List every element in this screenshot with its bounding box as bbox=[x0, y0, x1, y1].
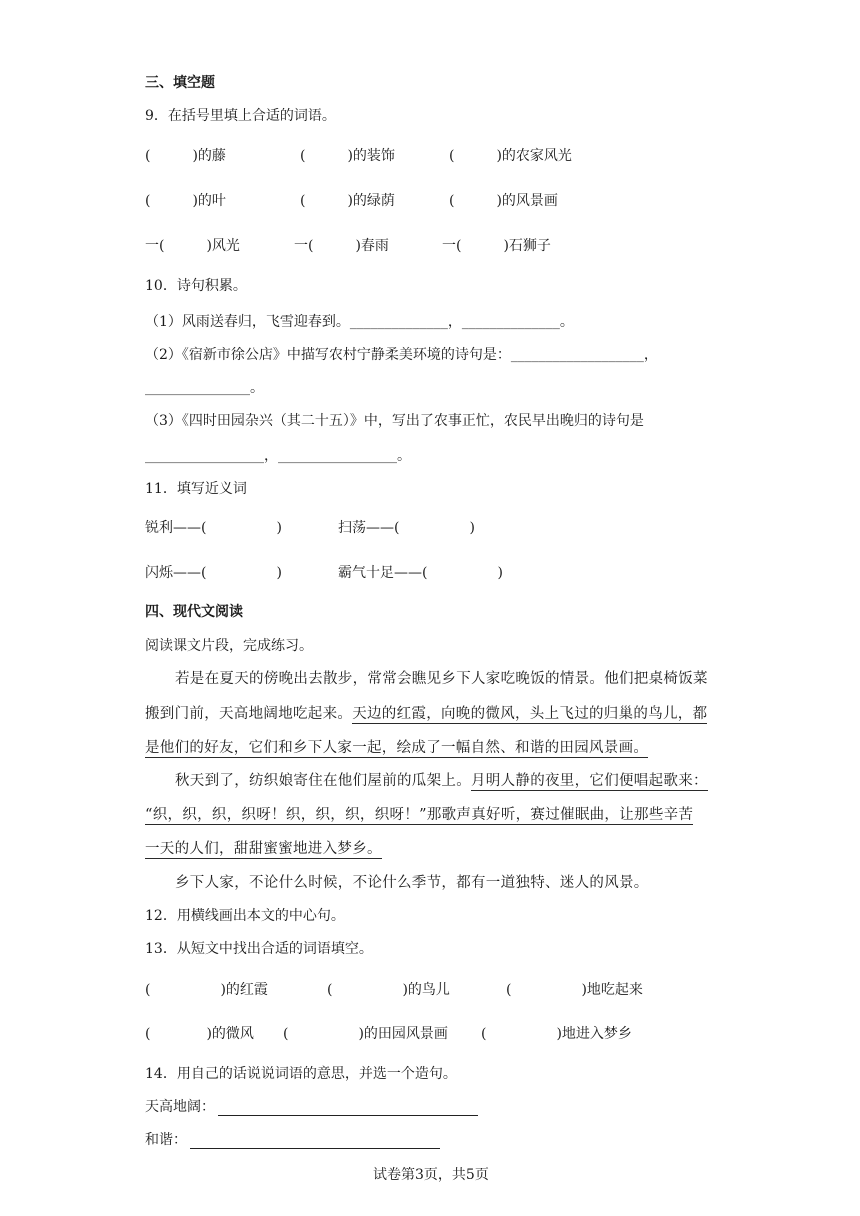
q14-item-label: 和谐： bbox=[145, 1132, 187, 1148]
q9-item: ( )的风景画 bbox=[449, 193, 558, 209]
q13-item: ( )地吃起来 bbox=[506, 982, 643, 998]
q13-item: ( )的红霞 bbox=[145, 982, 268, 998]
q11-prompt: 11．填写近义词 bbox=[145, 481, 247, 497]
passage-line bbox=[175, 771, 708, 791]
passage-line bbox=[145, 738, 648, 758]
q9-item: 一( )风光 bbox=[145, 238, 240, 254]
reading-intro: 阅读课文片段，完成练习。 bbox=[145, 638, 313, 654]
q9-item: ( )的农家风光 bbox=[449, 148, 572, 164]
q13-item: ( )的鸟儿 bbox=[327, 982, 450, 998]
section-heading-fill-blank: 三、填空题 bbox=[145, 75, 215, 91]
q9-item: ( )的绿荫 bbox=[300, 193, 395, 209]
q10-prompt: 10．诗句积累。 bbox=[145, 278, 247, 294]
answer-line[interactable] bbox=[218, 1115, 478, 1116]
passage-line: 若是在夏天的傍晚出去散步，常常会瞧见乡下人家吃晚饭的情景。他们把桌椅饭菜 bbox=[175, 671, 708, 687]
underlined-fragment: 天边的红霞，向晚的微风，头上飞过的归巢的鸟儿，都 bbox=[352, 706, 708, 722]
passage-line: 乡下人家，不论什么时候，不论什么季节，都有一道独特、迷人的风景。 bbox=[175, 875, 649, 891]
q12-prompt: 12．用横线画出本文的中心句。 bbox=[145, 908, 345, 924]
q13-item: ( )地进入梦乡 bbox=[481, 1026, 632, 1042]
section-heading-reading: 四、现代文阅读 bbox=[145, 604, 243, 620]
q13-prompt: 13．从短文中找出合适的词语填空。 bbox=[145, 941, 373, 957]
q14-item-label: 天高地阔： bbox=[145, 1099, 215, 1115]
q11-item: 霸气十足——( ) bbox=[338, 565, 503, 581]
q10-line: _________________，_________________。 bbox=[145, 448, 411, 464]
passage-line bbox=[145, 805, 693, 825]
passage-line bbox=[145, 704, 707, 724]
q13-item: ( )的田园风景画 bbox=[283, 1026, 448, 1042]
q11-item: 扫荡——( ) bbox=[338, 520, 475, 536]
q9-item: ( )的叶 bbox=[145, 193, 226, 209]
q9-item: ( )的藤 bbox=[145, 148, 226, 164]
underlined-fragment: “织，织，织，织呀！织，织，织，织呀！”那歌声真好听，赛过催眠曲，让那些辛苦 bbox=[145, 807, 694, 823]
passage-line bbox=[145, 839, 382, 859]
q11-item: 闪烁——( ) bbox=[145, 565, 282, 581]
underlined-fragment: 是他们的好友，它们和乡下人家一起，绘成了一幅自然、和谐的田园风景画。 bbox=[145, 740, 649, 756]
q13-item: ( )的微风 bbox=[145, 1026, 254, 1042]
q10-line: （2）《宿新市徐公店》中描写农村宁静柔美环境的诗句是：___________________， bbox=[145, 347, 658, 363]
q9-item: 一( )春雨 bbox=[294, 238, 389, 254]
q14-prompt: 14．用自己的话说说词语的意思，并选一个造句。 bbox=[145, 1066, 457, 1082]
underlined-fragment: 月明人静的夜里，它们便唱起歌来： bbox=[471, 773, 708, 789]
answer-line[interactable] bbox=[190, 1148, 440, 1149]
underlined-fragment: 一天的人们，甜甜蜜蜜地进入梦乡。 bbox=[145, 841, 382, 857]
passage-fragment: 秋天到了，纺织娘寄住在他们屋前的瓜架上。 bbox=[175, 773, 471, 789]
passage-fragment: 搬到门前，天高地阔地吃起来。 bbox=[145, 706, 353, 722]
q10-line: （1）风雨送春归，飞雪迎春到。______________，______________。 bbox=[145, 314, 574, 330]
q9-item: 一( )石狮子 bbox=[442, 238, 551, 254]
page-footer: 试卷第3页，共5页 bbox=[373, 1167, 489, 1183]
q11-item: 锐利——( ) bbox=[145, 520, 282, 536]
q10-line: （3）《四时田园杂兴（其二十五）》中，写出了农事正忙，农民早出晚归的诗句是 bbox=[145, 413, 644, 429]
q9-prompt: 9．在括号里填上合适的词语。 bbox=[145, 108, 336, 124]
q9-item: ( )的装饰 bbox=[300, 148, 395, 164]
q10-line: _______________。 bbox=[145, 380, 264, 396]
